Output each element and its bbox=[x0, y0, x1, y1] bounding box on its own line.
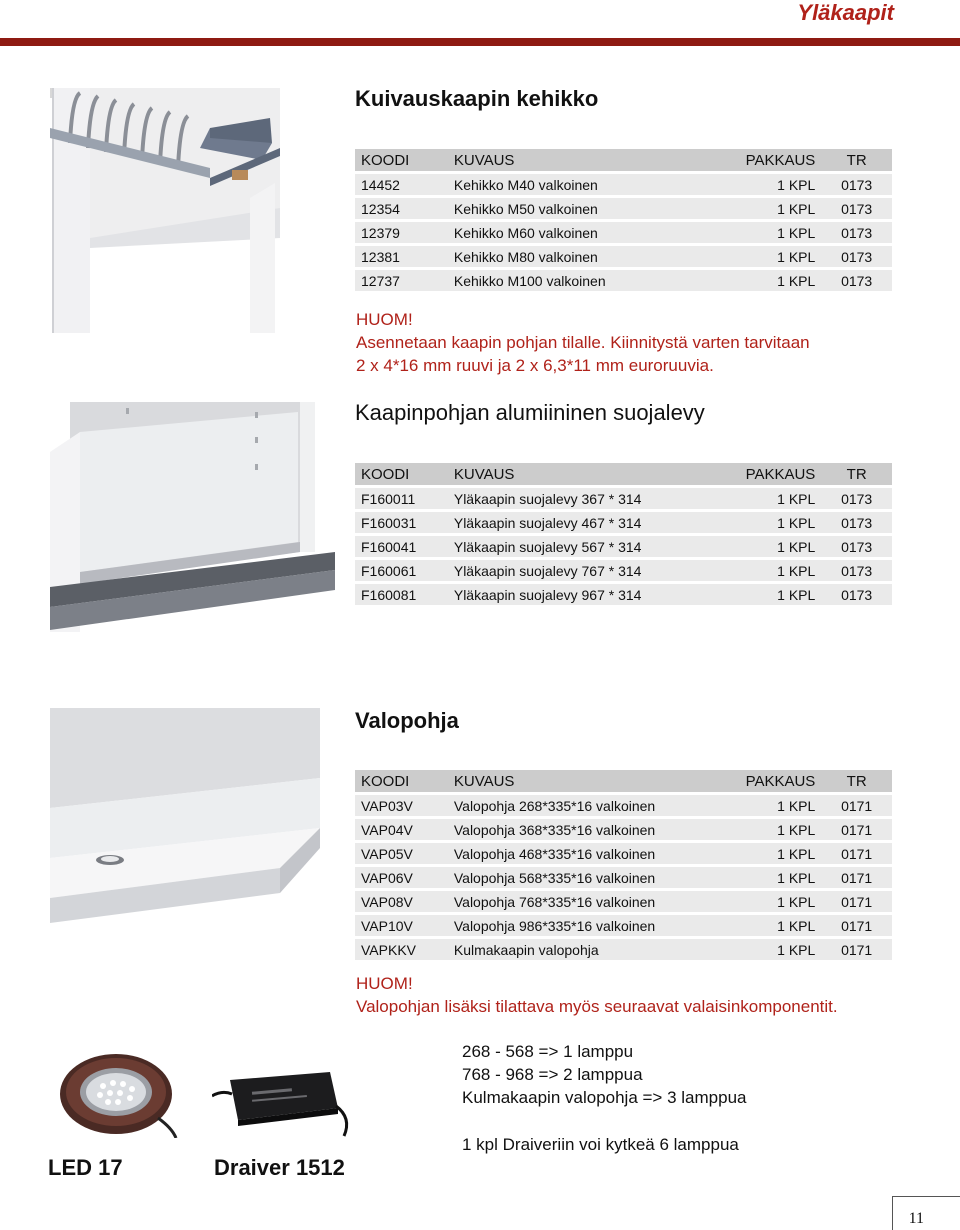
table-row bbox=[355, 843, 892, 864]
cell-desc: Kehikko M40 valkoinen bbox=[448, 174, 733, 195]
cell-tr: 0173 bbox=[821, 198, 892, 219]
lamp-line: 768 - 968 => 2 lamppua bbox=[462, 1065, 643, 1084]
driver-image bbox=[212, 1068, 362, 1138]
cell-code: 12379 bbox=[355, 222, 448, 243]
cell-code: VAP04V bbox=[355, 819, 448, 840]
cell-pack: 1 KPL bbox=[733, 512, 822, 533]
drying-rack-table bbox=[355, 146, 892, 294]
header-rule bbox=[0, 38, 960, 46]
cell-desc: Yläkaapin suojalevy 767 * 314 bbox=[448, 560, 733, 581]
cell-desc: Valopohja 568*335*16 valkoinen bbox=[448, 867, 733, 888]
cell-desc: Kehikko M50 valkoinen bbox=[448, 198, 733, 219]
cell-tr: 0171 bbox=[821, 867, 892, 888]
col-header-pack: PAKKAUS bbox=[733, 770, 822, 792]
cell-pack: 1 KPL bbox=[733, 246, 822, 267]
cell-tr: 0173 bbox=[821, 174, 892, 195]
col-header-tr: TR bbox=[821, 149, 892, 171]
drying-rack-image bbox=[50, 88, 310, 333]
cell-pack: 1 KPL bbox=[733, 488, 822, 509]
protective-plate-image bbox=[50, 402, 335, 632]
cell-code: F160031 bbox=[355, 512, 448, 533]
cell-desc: Yläkaapin suojalevy 367 * 314 bbox=[448, 488, 733, 509]
cell-desc: Yläkaapin suojalevy 467 * 314 bbox=[448, 512, 733, 533]
cell-pack: 1 KPL bbox=[733, 560, 822, 581]
table-row bbox=[355, 488, 892, 509]
cell-desc: Kehikko M80 valkoinen bbox=[448, 246, 733, 267]
light-bottom-note bbox=[356, 972, 838, 1018]
cell-pack: 1 KPL bbox=[733, 867, 822, 888]
cell-tr: 0173 bbox=[821, 560, 892, 581]
cell-pack: 1 KPL bbox=[733, 819, 822, 840]
table-row bbox=[355, 819, 892, 840]
note-heading: HUOM! bbox=[356, 310, 413, 329]
col-header-pack: PAKKAUS bbox=[733, 463, 822, 485]
led-lamp-image bbox=[58, 1048, 178, 1138]
table-row bbox=[355, 174, 892, 195]
section-title-light-bottom: Valopohja bbox=[355, 708, 459, 733]
col-header-pack: PAKKAUS bbox=[733, 149, 822, 171]
col-header-tr: TR bbox=[821, 463, 892, 485]
cell-code: VAP06V bbox=[355, 867, 448, 888]
cell-code: VAP03V bbox=[355, 795, 448, 816]
section-title-drying-rack: Kuivauskaapin kehikko bbox=[355, 86, 599, 111]
cell-code: VAPKKV bbox=[355, 939, 448, 960]
cell-desc: Valopohja 768*335*16 valkoinen bbox=[448, 891, 733, 912]
cell-pack: 1 KPL bbox=[733, 198, 822, 219]
table-row bbox=[355, 560, 892, 581]
corner-rule bbox=[892, 1196, 893, 1230]
cell-tr: 0173 bbox=[821, 488, 892, 509]
table-row bbox=[355, 584, 892, 605]
cell-tr: 0171 bbox=[821, 915, 892, 936]
corner-rule bbox=[892, 1196, 960, 1197]
cell-desc: Kehikko M60 valkoinen bbox=[448, 222, 733, 243]
note-line: Valopohjan lisäksi tilattava myös seuraavat valaisinkomponentit. bbox=[356, 997, 838, 1016]
cell-desc: Valopohja 368*335*16 valkoinen bbox=[448, 819, 733, 840]
cell-code: F160081 bbox=[355, 584, 448, 605]
cell-desc: Kehikko M100 valkoinen bbox=[448, 270, 733, 291]
led-caption: LED 17 bbox=[48, 1155, 123, 1180]
cell-desc: Valopohja 986*335*16 valkoinen bbox=[448, 915, 733, 936]
cell-desc: Valopohja 268*335*16 valkoinen bbox=[448, 795, 733, 816]
table-header-row bbox=[355, 149, 892, 171]
table-row bbox=[355, 246, 892, 267]
cell-tr: 0171 bbox=[821, 891, 892, 912]
table-row bbox=[355, 512, 892, 533]
cell-tr: 0171 bbox=[821, 795, 892, 816]
cell-tr: 0173 bbox=[821, 222, 892, 243]
cell-code: VAP10V bbox=[355, 915, 448, 936]
note-line: Asennetaan kaapin pohjan tilalle. Kiinnitystä varten tarvitaan bbox=[356, 333, 810, 352]
light-bottom-table bbox=[355, 767, 892, 963]
cell-code: 12354 bbox=[355, 198, 448, 219]
note-line: 2 x 4*16 mm ruuvi ja 2 x 6,3*11 mm euroruuvia. bbox=[356, 356, 714, 375]
cell-code: 12381 bbox=[355, 246, 448, 267]
table-row bbox=[355, 867, 892, 888]
table-row bbox=[355, 270, 892, 291]
note-heading: HUOM! bbox=[356, 974, 413, 993]
table-row bbox=[355, 222, 892, 243]
page-number: 11 bbox=[908, 1210, 924, 1227]
section-title-protective-plate: Kaapinpohjan alumiininen suojalevy bbox=[355, 400, 705, 425]
cell-tr: 0171 bbox=[821, 939, 892, 960]
lamp-count-info bbox=[462, 1040, 746, 1109]
cell-pack: 1 KPL bbox=[733, 891, 822, 912]
cell-tr: 0173 bbox=[821, 270, 892, 291]
cell-pack: 1 KPL bbox=[733, 939, 822, 960]
cell-desc: Kulmakaapin valopohja bbox=[448, 939, 733, 960]
cell-tr: 0173 bbox=[821, 536, 892, 557]
table-row bbox=[355, 915, 892, 936]
cell-desc: Yläkaapin suojalevy 967 * 314 bbox=[448, 584, 733, 605]
cell-code: F160061 bbox=[355, 560, 448, 581]
cell-code: 14452 bbox=[355, 174, 448, 195]
cell-pack: 1 KPL bbox=[733, 584, 822, 605]
light-bottom-image bbox=[50, 708, 330, 953]
cell-pack: 1 KPL bbox=[733, 795, 822, 816]
table-row bbox=[355, 795, 892, 816]
page-header-title: Yläkaapit bbox=[797, 0, 894, 25]
driver-note: 1 kpl Draiveriin voi kytkeä 6 lamppua bbox=[462, 1135, 739, 1154]
cell-code: VAP08V bbox=[355, 891, 448, 912]
cell-code: VAP05V bbox=[355, 843, 448, 864]
cell-desc: Valopohja 468*335*16 valkoinen bbox=[448, 843, 733, 864]
cell-tr: 0173 bbox=[821, 246, 892, 267]
col-header-desc: KUVAUS bbox=[448, 770, 733, 792]
table-row bbox=[355, 939, 892, 960]
table-header-row bbox=[355, 770, 892, 792]
cell-tr: 0171 bbox=[821, 843, 892, 864]
cell-pack: 1 KPL bbox=[733, 915, 822, 936]
col-header-code: KOODI bbox=[355, 463, 448, 485]
col-header-desc: KUVAUS bbox=[448, 463, 733, 485]
table-header-row bbox=[355, 463, 892, 485]
lamp-line: 268 - 568 => 1 lamppu bbox=[462, 1042, 634, 1061]
cell-tr: 0173 bbox=[821, 512, 892, 533]
driver-caption: Draiver 1512 bbox=[214, 1155, 345, 1180]
table-row bbox=[355, 198, 892, 219]
cell-tr: 0173 bbox=[821, 584, 892, 605]
cell-tr: 0171 bbox=[821, 819, 892, 840]
cell-pack: 1 KPL bbox=[733, 222, 822, 243]
cell-code: F160011 bbox=[355, 488, 448, 509]
col-header-code: KOODI bbox=[355, 770, 448, 792]
cell-pack: 1 KPL bbox=[733, 270, 822, 291]
cell-pack: 1 KPL bbox=[733, 843, 822, 864]
col-header-code: KOODI bbox=[355, 149, 448, 171]
cell-code: 12737 bbox=[355, 270, 448, 291]
cell-code: F160041 bbox=[355, 536, 448, 557]
cell-pack: 1 KPL bbox=[733, 536, 822, 557]
table-row bbox=[355, 536, 892, 557]
cell-desc: Yläkaapin suojalevy 567 * 314 bbox=[448, 536, 733, 557]
protective-plate-table bbox=[355, 460, 892, 608]
drying-rack-note bbox=[356, 308, 810, 377]
table-row bbox=[355, 891, 892, 912]
lamp-line: Kulmakaapin valopohja => 3 lamppua bbox=[462, 1088, 747, 1107]
col-header-tr: TR bbox=[821, 770, 892, 792]
col-header-desc: KUVAUS bbox=[448, 149, 733, 171]
cell-pack: 1 KPL bbox=[733, 174, 822, 195]
